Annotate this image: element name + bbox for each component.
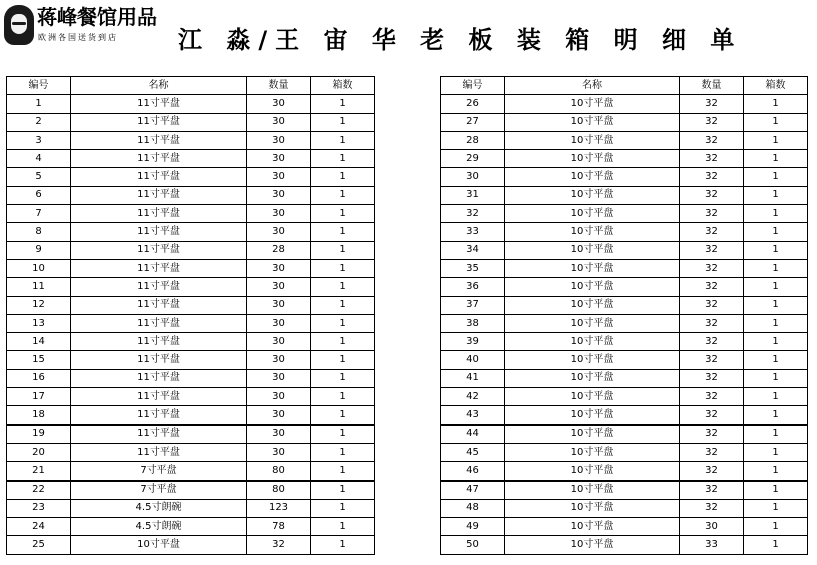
cell-quantity: 30 bbox=[247, 296, 311, 314]
cell-number: 46 bbox=[441, 462, 505, 481]
cell-boxes: 1 bbox=[311, 205, 375, 223]
cell-number: 25 bbox=[7, 536, 71, 554]
cell-quantity: 32 bbox=[680, 406, 744, 425]
cell-name: 10寸平盘 bbox=[505, 296, 680, 314]
cell-number: 11 bbox=[7, 278, 71, 296]
cell-name: 10寸平盘 bbox=[505, 241, 680, 259]
cell-quantity: 30 bbox=[680, 518, 744, 536]
cell-boxes: 1 bbox=[311, 223, 375, 241]
cell-name: 10寸平盘 bbox=[505, 369, 680, 387]
table-row bbox=[441, 314, 808, 332]
cell-name: 11寸平盘 bbox=[71, 95, 247, 113]
table-row bbox=[7, 168, 375, 186]
cell-name: 11寸平盘 bbox=[71, 259, 247, 277]
cell-quantity: 30 bbox=[247, 223, 311, 241]
cell-quantity: 30 bbox=[247, 314, 311, 332]
cell-name: 10寸平盘 bbox=[505, 462, 680, 481]
cell-name: 7寸平盘 bbox=[71, 462, 247, 481]
packing-table-left bbox=[6, 76, 375, 555]
table-row bbox=[7, 95, 375, 113]
packing-table-right bbox=[440, 76, 808, 555]
cell-boxes: 1 bbox=[744, 425, 808, 444]
cell-name: 11寸平盘 bbox=[71, 388, 247, 406]
table-row bbox=[7, 205, 375, 223]
cell-quantity: 32 bbox=[680, 278, 744, 296]
header-number: 编号 bbox=[441, 77, 505, 95]
cell-quantity: 30 bbox=[247, 259, 311, 277]
cell-name: 10寸平盘 bbox=[505, 518, 680, 536]
table-row bbox=[7, 518, 375, 536]
cell-boxes: 1 bbox=[311, 333, 375, 351]
table-row bbox=[441, 333, 808, 351]
cell-quantity: 30 bbox=[247, 443, 311, 461]
cell-quantity: 32 bbox=[680, 95, 744, 113]
cell-boxes: 1 bbox=[311, 259, 375, 277]
cell-quantity: 30 bbox=[247, 168, 311, 186]
table-row bbox=[441, 406, 808, 425]
table-row bbox=[441, 186, 808, 204]
cell-name: 11寸平盘 bbox=[71, 186, 247, 204]
cell-quantity: 32 bbox=[680, 113, 744, 131]
cell-name: 11寸平盘 bbox=[71, 369, 247, 387]
cell-quantity: 80 bbox=[247, 481, 311, 500]
cell-name: 11寸平盘 bbox=[71, 406, 247, 425]
table-row bbox=[7, 406, 375, 425]
table-row bbox=[7, 241, 375, 259]
cell-number: 19 bbox=[7, 425, 71, 444]
cell-number: 44 bbox=[441, 425, 505, 444]
cell-quantity: 30 bbox=[247, 351, 311, 369]
cell-number: 15 bbox=[7, 351, 71, 369]
cell-boxes: 1 bbox=[311, 150, 375, 168]
cell-name: 10寸平盘 bbox=[505, 113, 680, 131]
cell-number: 27 bbox=[441, 113, 505, 131]
table-row bbox=[7, 259, 375, 277]
header-boxes: 箱数 bbox=[311, 77, 375, 95]
cell-number: 45 bbox=[441, 443, 505, 461]
cell-number: 6 bbox=[7, 186, 71, 204]
cell-name: 10寸平盘 bbox=[505, 259, 680, 277]
cell-quantity: 32 bbox=[680, 462, 744, 481]
cell-boxes: 1 bbox=[311, 95, 375, 113]
cell-number: 17 bbox=[7, 388, 71, 406]
cell-name: 10寸平盘 bbox=[505, 499, 680, 517]
cell-name: 11寸平盘 bbox=[71, 443, 247, 461]
cell-name: 11寸平盘 bbox=[71, 113, 247, 131]
cell-number: 4 bbox=[7, 150, 71, 168]
cell-boxes: 1 bbox=[311, 518, 375, 536]
cell-boxes: 1 bbox=[744, 296, 808, 314]
cell-quantity: 30 bbox=[247, 131, 311, 149]
cell-name: 11寸平盘 bbox=[71, 205, 247, 223]
cell-name: 10寸平盘 bbox=[505, 223, 680, 241]
cell-boxes: 1 bbox=[744, 314, 808, 332]
cell-name: 10寸平盘 bbox=[505, 481, 680, 500]
table-row bbox=[441, 443, 808, 461]
cell-quantity: 32 bbox=[680, 369, 744, 387]
table-row bbox=[441, 223, 808, 241]
cell-quantity: 28 bbox=[247, 241, 311, 259]
cell-boxes: 1 bbox=[744, 168, 808, 186]
cell-boxes: 1 bbox=[311, 536, 375, 554]
cell-quantity: 30 bbox=[247, 95, 311, 113]
cell-number: 24 bbox=[7, 518, 71, 536]
table-row bbox=[7, 425, 375, 444]
cell-boxes: 1 bbox=[744, 481, 808, 500]
cell-quantity: 32 bbox=[680, 499, 744, 517]
cell-boxes: 1 bbox=[744, 95, 808, 113]
cell-number: 7 bbox=[7, 205, 71, 223]
cell-quantity: 32 bbox=[680, 241, 744, 259]
cell-boxes: 1 bbox=[311, 314, 375, 332]
cell-boxes: 1 bbox=[744, 443, 808, 461]
cell-number: 16 bbox=[7, 369, 71, 387]
table-row bbox=[7, 499, 375, 517]
cell-number: 1 bbox=[7, 95, 71, 113]
cell-boxes: 1 bbox=[744, 113, 808, 131]
table-row bbox=[441, 259, 808, 277]
cell-number: 14 bbox=[7, 333, 71, 351]
cell-number: 38 bbox=[441, 314, 505, 332]
logo-tagline: 欧洲各国送货到店 bbox=[38, 33, 118, 42]
cell-quantity: 80 bbox=[247, 462, 311, 481]
cell-number: 49 bbox=[441, 518, 505, 536]
cell-name: 10寸平盘 bbox=[71, 536, 247, 554]
cell-name: 4.5寸朗碗 bbox=[71, 499, 247, 517]
cell-quantity: 30 bbox=[247, 425, 311, 444]
cell-boxes: 1 bbox=[744, 278, 808, 296]
table-row bbox=[7, 150, 375, 168]
table-row bbox=[441, 518, 808, 536]
cell-number: 28 bbox=[441, 131, 505, 149]
table-row bbox=[441, 351, 808, 369]
header-quantity: 数量 bbox=[247, 77, 311, 95]
cell-boxes: 1 bbox=[311, 186, 375, 204]
header-name: 名称 bbox=[505, 77, 680, 95]
cell-boxes: 1 bbox=[744, 462, 808, 481]
cell-boxes: 1 bbox=[311, 113, 375, 131]
cell-name: 10寸平盘 bbox=[505, 278, 680, 296]
table-row bbox=[441, 481, 808, 500]
cell-boxes: 1 bbox=[744, 351, 808, 369]
cell-name: 10寸平盘 bbox=[505, 443, 680, 461]
cell-number: 32 bbox=[441, 205, 505, 223]
cell-boxes: 1 bbox=[744, 369, 808, 387]
table-row bbox=[441, 205, 808, 223]
cell-boxes: 1 bbox=[311, 168, 375, 186]
cell-name: 7寸平盘 bbox=[71, 481, 247, 500]
cell-quantity: 30 bbox=[247, 205, 311, 223]
cell-boxes: 1 bbox=[744, 131, 808, 149]
cell-quantity: 32 bbox=[680, 223, 744, 241]
cell-number: 9 bbox=[7, 241, 71, 259]
cell-name: 11寸平盘 bbox=[71, 131, 247, 149]
chef-face-icon bbox=[4, 5, 34, 45]
cell-boxes: 1 bbox=[744, 406, 808, 425]
table-row bbox=[7, 333, 375, 351]
cell-quantity: 78 bbox=[247, 518, 311, 536]
table-row bbox=[441, 499, 808, 517]
cell-name: 10寸平盘 bbox=[505, 536, 680, 554]
cell-boxes: 1 bbox=[744, 499, 808, 517]
table-row bbox=[441, 278, 808, 296]
table-row bbox=[441, 296, 808, 314]
cell-number: 40 bbox=[441, 351, 505, 369]
table-row bbox=[441, 425, 808, 444]
cell-quantity: 32 bbox=[680, 150, 744, 168]
cell-name: 11寸平盘 bbox=[71, 168, 247, 186]
cell-quantity: 30 bbox=[247, 388, 311, 406]
cell-name: 11寸平盘 bbox=[71, 425, 247, 444]
cell-name: 11寸平盘 bbox=[71, 278, 247, 296]
cell-name: 10寸平盘 bbox=[505, 186, 680, 204]
cell-quantity: 32 bbox=[680, 168, 744, 186]
table-row bbox=[7, 369, 375, 387]
cell-number: 31 bbox=[441, 186, 505, 204]
cell-number: 48 bbox=[441, 499, 505, 517]
cell-quantity: 32 bbox=[680, 314, 744, 332]
page-title: 江 淼/王 宙 华 老 板 装 箱 明 细 单 bbox=[178, 26, 743, 54]
table-row bbox=[7, 296, 375, 314]
cell-name: 11寸平盘 bbox=[71, 333, 247, 351]
cell-name: 10寸平盘 bbox=[505, 150, 680, 168]
cell-boxes: 1 bbox=[744, 186, 808, 204]
cell-number: 3 bbox=[7, 131, 71, 149]
cell-number: 43 bbox=[441, 406, 505, 425]
cell-quantity: 30 bbox=[247, 406, 311, 425]
cell-quantity: 32 bbox=[680, 443, 744, 461]
cell-quantity: 30 bbox=[247, 333, 311, 351]
table-row bbox=[441, 150, 808, 168]
cell-name: 10寸平盘 bbox=[505, 425, 680, 444]
cell-number: 5 bbox=[7, 168, 71, 186]
table-row bbox=[441, 113, 808, 131]
cell-boxes: 1 bbox=[311, 462, 375, 481]
cell-boxes: 1 bbox=[311, 388, 375, 406]
cell-name: 10寸平盘 bbox=[505, 95, 680, 113]
cell-number: 10 bbox=[7, 259, 71, 277]
cell-name: 11寸平盘 bbox=[71, 351, 247, 369]
table-row bbox=[441, 536, 808, 554]
cell-name: 11寸平盘 bbox=[71, 296, 247, 314]
cell-boxes: 1 bbox=[744, 223, 808, 241]
cell-number: 37 bbox=[441, 296, 505, 314]
cell-number: 20 bbox=[7, 443, 71, 461]
cell-name: 10寸平盘 bbox=[505, 333, 680, 351]
cell-name: 10寸平盘 bbox=[505, 388, 680, 406]
cell-name: 11寸平盘 bbox=[71, 150, 247, 168]
cell-number: 34 bbox=[441, 241, 505, 259]
table-row bbox=[7, 388, 375, 406]
table-row bbox=[441, 369, 808, 387]
table-row bbox=[7, 223, 375, 241]
table-row bbox=[441, 168, 808, 186]
cell-boxes: 1 bbox=[311, 406, 375, 425]
cell-name: 11寸平盘 bbox=[71, 241, 247, 259]
cell-number: 47 bbox=[441, 481, 505, 500]
table-header-row bbox=[441, 77, 808, 95]
cell-name: 10寸平盘 bbox=[505, 168, 680, 186]
cell-boxes: 1 bbox=[744, 205, 808, 223]
cell-boxes: 1 bbox=[744, 388, 808, 406]
company-logo bbox=[4, 4, 157, 48]
cell-number: 2 bbox=[7, 113, 71, 131]
cell-name: 11寸平盘 bbox=[71, 223, 247, 241]
cell-number: 21 bbox=[7, 462, 71, 481]
cell-boxes: 1 bbox=[311, 481, 375, 500]
cell-boxes: 1 bbox=[311, 351, 375, 369]
cell-number: 35 bbox=[441, 259, 505, 277]
table-row bbox=[441, 241, 808, 259]
cell-quantity: 123 bbox=[247, 499, 311, 517]
cell-name: 10寸平盘 bbox=[505, 406, 680, 425]
cell-boxes: 1 bbox=[311, 278, 375, 296]
cell-name: 10寸平盘 bbox=[505, 205, 680, 223]
cell-name: 10寸平盘 bbox=[505, 351, 680, 369]
table-row bbox=[7, 314, 375, 332]
cell-boxes: 1 bbox=[744, 150, 808, 168]
cell-number: 12 bbox=[7, 296, 71, 314]
cell-quantity: 30 bbox=[247, 113, 311, 131]
header-number: 编号 bbox=[7, 77, 71, 95]
cell-number: 22 bbox=[7, 481, 71, 500]
cell-quantity: 32 bbox=[680, 205, 744, 223]
cell-name: 10寸平盘 bbox=[505, 131, 680, 149]
table-row bbox=[7, 278, 375, 296]
cell-quantity: 32 bbox=[680, 296, 744, 314]
cell-name: 11寸平盘 bbox=[71, 314, 247, 332]
cell-boxes: 1 bbox=[311, 369, 375, 387]
cell-quantity: 30 bbox=[247, 369, 311, 387]
cell-quantity: 30 bbox=[247, 186, 311, 204]
table-row bbox=[7, 462, 375, 481]
cell-boxes: 1 bbox=[311, 296, 375, 314]
cell-name: 10寸平盘 bbox=[505, 314, 680, 332]
cell-number: 30 bbox=[441, 168, 505, 186]
cell-boxes: 1 bbox=[744, 259, 808, 277]
table-row bbox=[7, 186, 375, 204]
cell-quantity: 32 bbox=[247, 536, 311, 554]
logo-name: 蒋峰餐馆用品 bbox=[37, 5, 157, 29]
cell-number: 36 bbox=[441, 278, 505, 296]
cell-quantity: 32 bbox=[680, 351, 744, 369]
cell-boxes: 1 bbox=[744, 536, 808, 554]
cell-number: 18 bbox=[7, 406, 71, 425]
cell-quantity: 33 bbox=[680, 536, 744, 554]
table-row bbox=[441, 462, 808, 481]
cell-quantity: 32 bbox=[680, 186, 744, 204]
cell-quantity: 32 bbox=[680, 481, 744, 500]
cell-number: 8 bbox=[7, 223, 71, 241]
cell-quantity: 32 bbox=[680, 333, 744, 351]
table-row bbox=[441, 388, 808, 406]
header-name: 名称 bbox=[71, 77, 247, 95]
table-row bbox=[7, 113, 375, 131]
header-quantity: 数量 bbox=[680, 77, 744, 95]
cell-boxes: 1 bbox=[311, 499, 375, 517]
cell-boxes: 1 bbox=[744, 241, 808, 259]
cell-boxes: 1 bbox=[744, 333, 808, 351]
cell-quantity: 32 bbox=[680, 388, 744, 406]
table-row bbox=[7, 481, 375, 500]
table-row bbox=[7, 351, 375, 369]
cell-number: 13 bbox=[7, 314, 71, 332]
cell-quantity: 30 bbox=[247, 150, 311, 168]
cell-boxes: 1 bbox=[744, 518, 808, 536]
cell-boxes: 1 bbox=[311, 241, 375, 259]
cell-quantity: 30 bbox=[247, 278, 311, 296]
cell-quantity: 32 bbox=[680, 425, 744, 444]
cell-number: 33 bbox=[441, 223, 505, 241]
cell-number: 50 bbox=[441, 536, 505, 554]
table-row bbox=[441, 131, 808, 149]
cell-quantity: 32 bbox=[680, 259, 744, 277]
cell-quantity: 32 bbox=[680, 131, 744, 149]
cell-boxes: 1 bbox=[311, 443, 375, 461]
table-row bbox=[7, 131, 375, 149]
cell-number: 23 bbox=[7, 499, 71, 517]
header-boxes: 箱数 bbox=[744, 77, 808, 95]
cell-number: 41 bbox=[441, 369, 505, 387]
cell-number: 26 bbox=[441, 95, 505, 113]
table-row bbox=[7, 443, 375, 461]
cell-boxes: 1 bbox=[311, 131, 375, 149]
table-row bbox=[441, 95, 808, 113]
cell-name: 4.5寸朗碗 bbox=[71, 518, 247, 536]
table-header-row bbox=[7, 77, 375, 95]
table-row bbox=[7, 536, 375, 554]
cell-boxes: 1 bbox=[311, 425, 375, 444]
cell-number: 29 bbox=[441, 150, 505, 168]
cell-number: 39 bbox=[441, 333, 505, 351]
cell-number: 42 bbox=[441, 388, 505, 406]
